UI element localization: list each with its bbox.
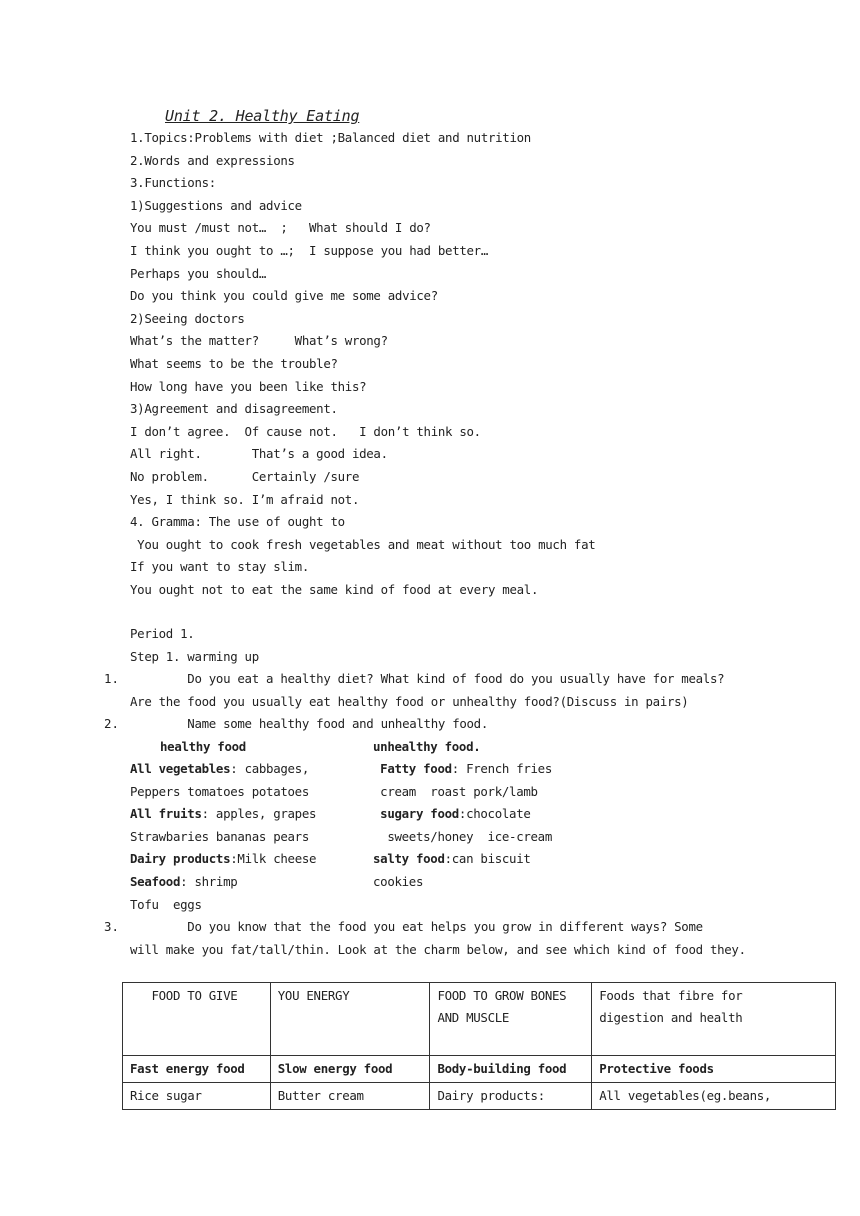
food-examples: cookies [373, 874, 424, 889]
table-cell: Dairy products: [430, 1083, 592, 1110]
food-examples: Tofu eggs [130, 896, 202, 912]
food-category-label: Seafood [130, 874, 181, 889]
question-number-3: 3. [104, 919, 119, 934]
header-cell: Foods that fibre for digestion and health [592, 983, 836, 1056]
question-2-line-1: Name some healthy food and unhealthy food. [130, 716, 488, 731]
overview-line: All right. That’s a good idea. [130, 446, 388, 462]
overview-line: 2.Words and expressions [130, 152, 295, 168]
food-examples: Peppers tomatoes potatoes [130, 783, 309, 799]
overview-line: Do you think you could give me some advice? [130, 288, 438, 304]
table-row [123, 1083, 836, 1110]
header-cell: FOOD TO GROW BONES AND MUSCLE [430, 983, 592, 1056]
unhealthy-food-item [373, 806, 531, 822]
food-table-header-row [123, 983, 836, 1056]
overview-line: If you want to stay slim. [130, 559, 309, 575]
healthy-food-item [130, 784, 309, 800]
overview-line: You ought not to eat the same kind of food at every meal. [130, 582, 539, 597]
healthy-food-item [130, 806, 316, 822]
food-category-label: Fatty food [373, 761, 452, 776]
overview-line: 3.Functions: [130, 175, 216, 191]
healthy-food-item [130, 761, 309, 777]
header-cell: YOU ENERGY [270, 983, 430, 1056]
overview-line: 1)Suggestions and advice [130, 197, 302, 213]
food-category-label: sugary food [373, 806, 459, 822]
food-examples: :Milk cheese [230, 851, 317, 867]
overview-line: 3)Agreement and disagreement. [130, 401, 338, 417]
overview-line: 4. Gramma: The use of ought to [130, 514, 345, 530]
question-3-line-2: will make you fat/tall/thin. Look at the charm below, and see which kind of food they. [130, 942, 746, 957]
overview-line: Yes, I think so. I’m afraid not. [130, 491, 360, 507]
healthy-food-item [130, 874, 237, 890]
unit-title: Unit 2. Healthy Eating [165, 107, 360, 125]
food-examples: Strawbaries bananas pears [130, 828, 309, 844]
overview-line: Perhaps you should… [130, 265, 267, 281]
healthy-food-heading: healthy food [160, 739, 246, 754]
overview-line: What seems to be the trouble? [130, 356, 338, 371]
category-cell: Slow energy food [270, 1056, 430, 1083]
category-cell: Fast energy food [123, 1056, 271, 1083]
unhealthy-food-heading: unhealthy food. [373, 739, 481, 754]
healthy-food-item [130, 897, 202, 913]
table-cell: All vegetables(eg.beans, [592, 1083, 836, 1110]
question-number-1: 1. [104, 671, 119, 686]
overview-line: You ought to cook fresh vegetables and meat without too much fat [130, 536, 596, 552]
food-examples: : cabbages, [230, 761, 310, 776]
question-1-line-2: Are the food you usually eat healthy food or unhealthy food?(Discuss in pairs) [130, 694, 689, 709]
unhealthy-food-item [373, 874, 423, 890]
food-examples: : apples, grapes [201, 806, 317, 822]
period-label: Period 1. [130, 626, 195, 641]
question-3-line-1: Do you know that the food you eat helps you grow in different ways? Some [130, 919, 703, 934]
food-examples: :chocolate [458, 806, 531, 822]
header-cell: FOOD TO GIVE [123, 983, 271, 1056]
food-examples: cream roast pork/lamb [373, 783, 538, 799]
food-category-label: All fruits [130, 806, 202, 822]
healthy-food-item [130, 829, 309, 845]
food-examples: : shrimp [180, 874, 238, 889]
unhealthy-food-item [373, 761, 552, 777]
overview-line: I don’t agree. Of cause not. I don’t think so. [130, 423, 481, 439]
unhealthy-food-item [373, 851, 531, 867]
food-category-label: Dairy products [130, 851, 231, 867]
food-examples: :can biscuit [444, 851, 531, 867]
category-cell: Protective foods [592, 1056, 836, 1083]
healthy-food-item [130, 851, 316, 867]
overview-line: What’s the matter? What’s wrong? [130, 333, 388, 349]
overview-line: How long have you been like this? [130, 378, 367, 394]
overview-line: 1.Topics:Problems with diet ;Balanced diet and nutrition [130, 130, 531, 145]
overview-line: I think you ought to …; I suppose you had better… [130, 243, 488, 258]
food-table [122, 982, 836, 1110]
step-label: Step 1. warming up [130, 649, 259, 664]
food-examples: sweets/honey ice-cream [373, 828, 552, 844]
question-number-2: 2. [104, 716, 119, 731]
unhealthy-food-item [373, 829, 552, 845]
overview-line: No problem. Certainly /sure [130, 469, 360, 484]
food-examples: : French fries [451, 761, 553, 776]
food-category-label: salty food [373, 851, 445, 867]
category-cell: Body-building food [430, 1056, 592, 1083]
question-1-line-1: Do you eat a healthy diet? What kind of food do you usually have for meals? [130, 671, 725, 686]
unhealthy-food-item [373, 784, 538, 800]
food-table-category-row [123, 1056, 836, 1083]
overview-line: You must /must not… ; What should I do? [130, 220, 431, 236]
food-category-label: All vegetables [130, 761, 231, 776]
table-cell: Butter cream [270, 1083, 430, 1110]
overview-line: 2)Seeing doctors [130, 310, 245, 326]
table-cell: Rice sugar [123, 1083, 271, 1110]
